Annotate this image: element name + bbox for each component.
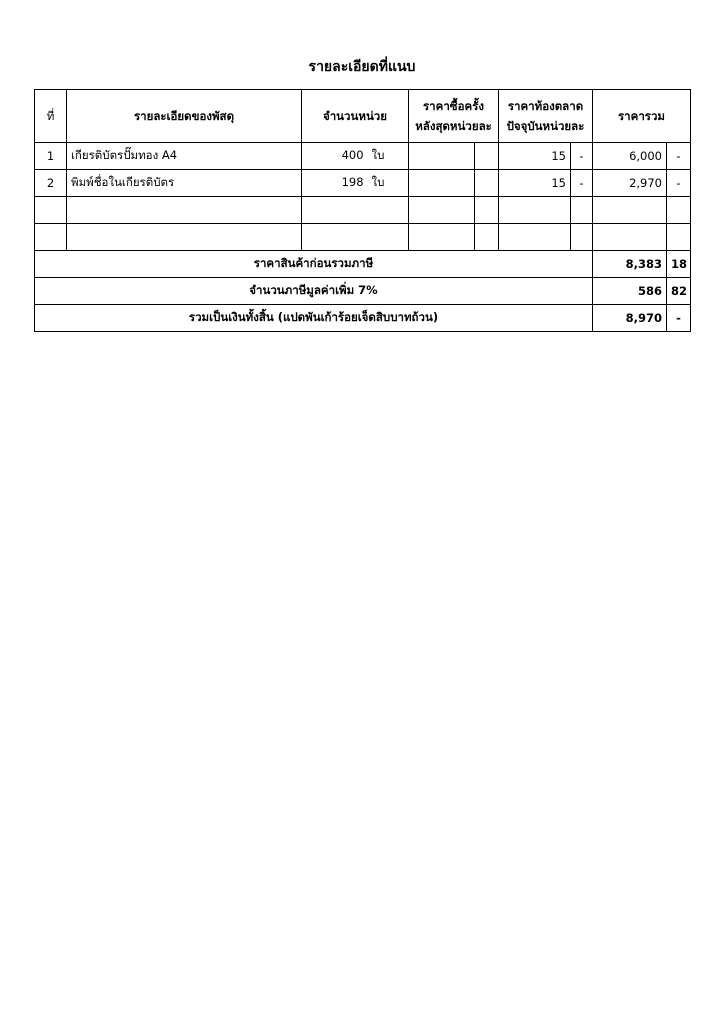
- empty-cell: [67, 224, 302, 251]
- empty-cell: [667, 224, 691, 251]
- header-quantity: จำนวนหน่วย: [302, 90, 409, 143]
- item-total: 2,970: [593, 170, 667, 197]
- empty-cell: [667, 197, 691, 224]
- empty-row: [35, 197, 691, 224]
- item-last-price: [409, 143, 475, 170]
- empty-row: [35, 224, 691, 251]
- empty-cell: [593, 224, 667, 251]
- table-row: [35, 143, 691, 170]
- empty-cell: [35, 224, 67, 251]
- header-row: [35, 90, 691, 143]
- document-title: รายละเอียดที่แนบ: [308, 59, 416, 75]
- empty-cell: [593, 197, 667, 224]
- item-last-price-satang: [475, 170, 499, 197]
- grand-total-label: รวมเป็นเงินทั้งสิ้น (แปดพันเก้าร้อยเจ็ดสิบบาทถ้วน): [35, 305, 593, 332]
- header-no: ที่: [35, 90, 67, 143]
- item-last-price-satang: [475, 143, 499, 170]
- detail-table: [34, 89, 691, 332]
- empty-cell: [302, 197, 409, 224]
- header-last-price-line2: หลังสุดหน่วยละ: [415, 119, 492, 133]
- table-row: [35, 170, 691, 197]
- item-total: 6,000: [593, 143, 667, 170]
- empty-cell: [302, 224, 409, 251]
- header-last-price: [409, 90, 499, 143]
- empty-cell: [409, 224, 475, 251]
- item-qty-unit: ใบ: [371, 148, 385, 162]
- empty-cell: [571, 197, 593, 224]
- vat-satang: 82: [667, 278, 691, 305]
- item-market-price-satang: -: [571, 170, 593, 197]
- empty-cell: [499, 224, 571, 251]
- vat-row: [35, 278, 691, 305]
- vat-label: จำนวนภาษีมูลค่าเพิ่ม 7%: [35, 278, 593, 305]
- empty-cell: [67, 197, 302, 224]
- grand-total-row: [35, 305, 691, 332]
- item-quantity: [302, 143, 409, 170]
- empty-cell: [571, 224, 593, 251]
- header-description: รายละเอียดของพัสดุ: [67, 90, 302, 143]
- item-last-price: [409, 170, 475, 197]
- item-market-price-satang: -: [571, 143, 593, 170]
- subtotal-row: [35, 251, 691, 278]
- item-no: 1: [35, 143, 67, 170]
- subtotal-satang: 18: [667, 251, 691, 278]
- item-total-satang: -: [667, 170, 691, 197]
- header-market-price: [499, 90, 593, 143]
- header-last-price-line1: ราคาซื้อครั้ง: [423, 99, 484, 113]
- item-total-satang: -: [667, 143, 691, 170]
- item-qty-unit: ใบ: [371, 175, 385, 189]
- item-qty-value: 198: [341, 175, 364, 189]
- item-description: พิมพ์ชื่อในเกียรติบัตร: [67, 170, 302, 197]
- empty-cell: [475, 197, 499, 224]
- subtotal-label: ราคาสินค้าก่อนรวมภาษี: [35, 251, 593, 278]
- item-qty-value: 400: [341, 148, 364, 162]
- subtotal-baht: 8,383: [593, 251, 667, 278]
- item-description: เกียรติบัตรปั๊มทอง A4: [67, 143, 302, 170]
- item-no: 2: [35, 170, 67, 197]
- header-total: ราคารวม: [593, 90, 691, 143]
- empty-cell: [499, 197, 571, 224]
- grand-total-baht: 8,970: [593, 305, 667, 332]
- header-market-price-line2: ปัจจุบันหน่วยละ: [506, 119, 585, 133]
- empty-cell: [35, 197, 67, 224]
- item-quantity: [302, 170, 409, 197]
- empty-cell: [475, 224, 499, 251]
- item-market-price: 15: [499, 143, 571, 170]
- item-market-price: 15: [499, 170, 571, 197]
- grand-total-satang: -: [667, 305, 691, 332]
- empty-cell: [409, 197, 475, 224]
- header-market-price-line1: ราคาท้องตลาด: [507, 99, 584, 113]
- vat-baht: 586: [593, 278, 667, 305]
